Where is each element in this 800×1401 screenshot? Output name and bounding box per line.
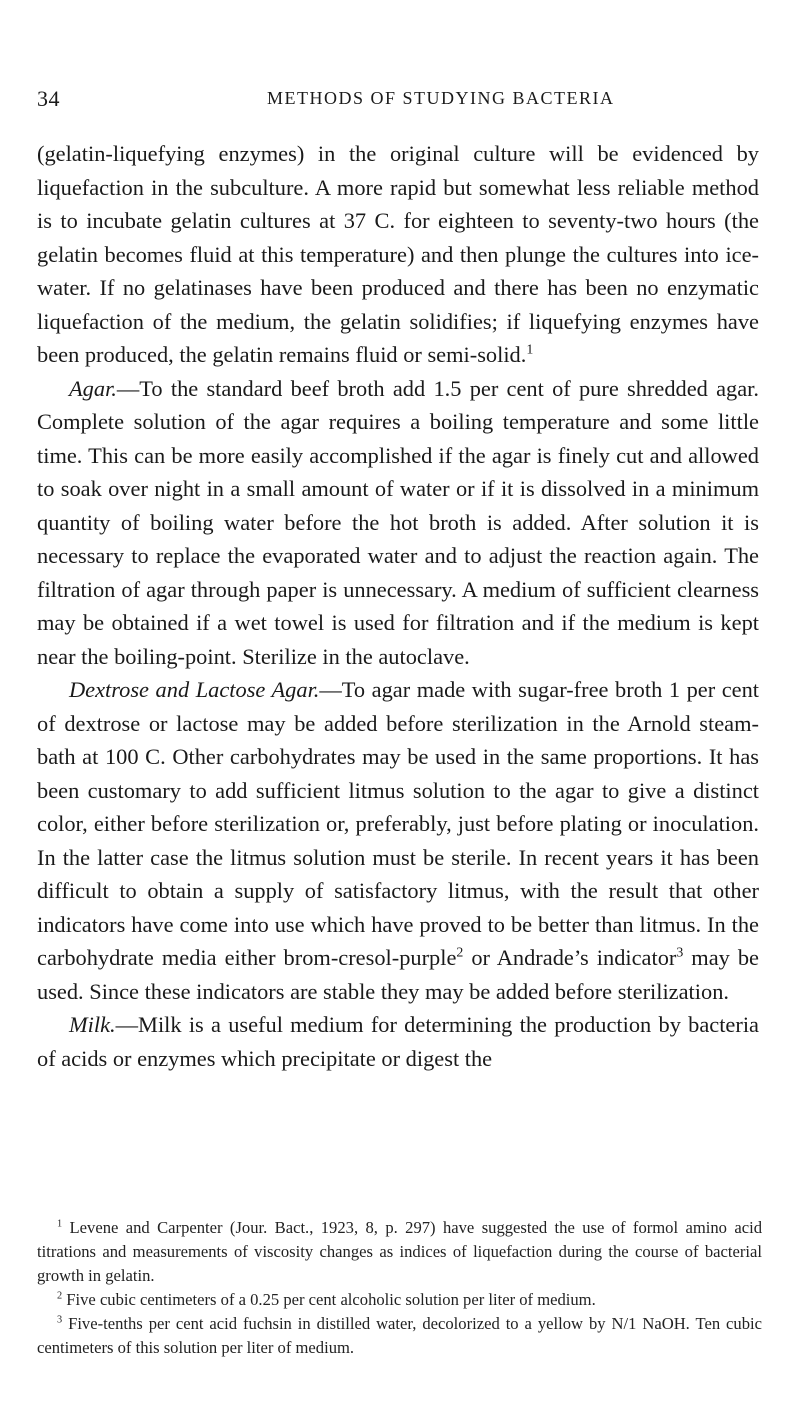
body-text xyxy=(37,137,759,1075)
paragraph-text: (gelatin-liquefying enzymes) in the original culture will be evidenced by liquefaction in the subculture. A more rapid but somewhat less reliable method is to incubate gelatin cultures at 37 C. for eighteen to seventy-two hours (the gelatin becomes fluid at this temperature) and then plunge the cultures into ice-water. If no gelatinases have been produced and there has been no enzymatic liquefaction of the medium, the gelatin solidifies; if liquefying enzymes have been produced, the gelatin remains fluid or semi-solid. xyxy=(37,141,759,367)
footnote-text: Five cubic centimeters of a 0.25 per cent alcoholic solution per liter of medium. xyxy=(62,1290,596,1309)
paragraph-text: —To the standard beef broth add 1.5 per cent of pure shredded agar. Complete solution of the agar requires a boiling temperature and some little time. This can be more easily accomplished if the agar is finely cut and allowed to soak over night in a small amount of water or if it is dissolved in a minimum quantity of boiling water before the hot broth is added. After solution it is necessary to replace the evaporated water and to adjust the reaction again. The filtration of agar through paper is unnecessary. A medium of sufficient clearness may be obtained if a wet towel is used for filtration and if the medium is kept near the boiling-point. Sterilize in the autoclave. xyxy=(37,375,759,669)
section-lead-dextrose-lactose-agar: Dextrose and Lactose Agar. xyxy=(69,677,320,702)
paragraph-text: —Milk is a useful medium for determining the production by bacteria of acids or enzymes which precipitate or digest the xyxy=(37,1012,759,1071)
paragraph-dextrose-lactose-agar xyxy=(37,673,759,1008)
footnote-ref: 1 xyxy=(526,342,534,358)
paragraph-milk xyxy=(37,1008,759,1075)
page-number: 34 xyxy=(37,86,60,111)
footnote-text: Levene and Carpenter (Jour. Bact., 1923, 8, p. 297) have suggested the use of formol amino acid titrations and measurements of viscosity changes as indices of liquefaction during the course of bacterial growth in gelatin. xyxy=(37,1218,762,1285)
paragraph-text: or Andrade’s indicator xyxy=(463,945,677,970)
footnote-number: 2 xyxy=(57,1290,63,1302)
paragraph-gelatin-continued xyxy=(37,137,759,372)
footnote-text: Five-tenths per cent acid fuchsin in distilled water, decolorized to a yellow by N/1 NaOH. Ten cubic centimeters of this solution per liter of medium. xyxy=(37,1314,762,1357)
paragraph-text: may be used. Since these indicators are stable they may be added before sterilization. xyxy=(37,945,759,1004)
section-lead-agar: Agar. xyxy=(69,375,117,401)
footnote-number: 1 xyxy=(57,1218,63,1230)
paragraph-agar xyxy=(37,372,759,674)
section-lead-milk: Milk. xyxy=(69,1012,116,1037)
footnote-ref: 3 xyxy=(676,945,684,961)
paragraph-text: —To agar made with sugar-free broth 1 per cent of dextrose or lactose may be added before sterilization in the Arnold steam-bath at 100 C. Other carbohydrates may be used in the same proportions. It has been customary to add sufficient litmus solution to the agar to give a distinct color, either before sterilization or, preferably, just before plating or inoculation. In the latter case the litmus solution must be sterile. In recent years it has been difficult to obtain a supply of satisfactory litmus, with the result that other indicators have come into use which have proved to be better than litmus. In the carbohydrate media either brom-cresol-purple xyxy=(37,677,760,970)
page-header xyxy=(37,86,762,116)
footnote xyxy=(37,1216,762,1288)
footnote-number: 3 xyxy=(57,1314,63,1326)
footnote-ref: 2 xyxy=(456,945,464,961)
footnote xyxy=(37,1312,762,1360)
footnote xyxy=(37,1288,762,1312)
running-head: METHODS OF STUDYING BACTERIA xyxy=(267,88,615,108)
footnotes xyxy=(37,1216,762,1360)
